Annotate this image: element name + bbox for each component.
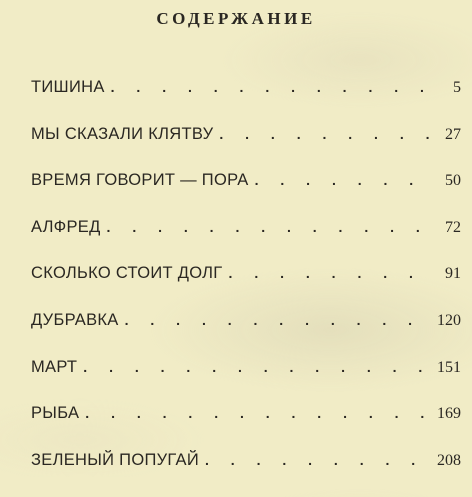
entry-page-number: 151 <box>437 358 461 376</box>
toc-entry <box>31 78 461 125</box>
toc-entry <box>31 451 461 497</box>
entry-title: АЛФРЕД <box>31 217 101 236</box>
entry-title: ТИШИНА <box>31 78 105 96</box>
entry-page-number: 91 <box>445 265 461 283</box>
toc-entry <box>31 218 461 265</box>
dot-leader <box>205 452 429 468</box>
entry-page-number: 120 <box>437 311 461 329</box>
entry-page-number: 5 <box>453 79 461 96</box>
dot-leader <box>229 265 429 281</box>
toc-entry <box>31 311 461 358</box>
entry-title: ЗЕЛЕНЫЙ ПОПУГАЙ <box>31 450 200 469</box>
toc-entry <box>31 264 461 311</box>
entry-title: МАРТ <box>31 357 78 376</box>
entry-title: РЫБА <box>31 404 80 423</box>
dot-leader <box>107 219 429 235</box>
dot-leader <box>111 79 429 95</box>
toc-entry <box>31 358 461 405</box>
entry-page-number: 208 <box>437 451 461 469</box>
dot-leader <box>219 126 429 142</box>
dot-leader <box>83 359 429 375</box>
toc-entry <box>31 404 461 451</box>
dot-leader <box>125 312 429 328</box>
entry-page-number: 72 <box>445 218 461 236</box>
contents-heading: СОДЕРЖАНИЕ <box>156 9 316 28</box>
dot-leader <box>85 405 429 421</box>
toc-entry <box>31 125 461 172</box>
table-of-contents <box>31 78 461 497</box>
toc-entry <box>31 171 461 218</box>
dot-leader <box>255 172 429 188</box>
entry-page-number: 27 <box>445 125 461 143</box>
entry-page-number: 169 <box>437 405 461 423</box>
entry-title: МЫ СКАЗАЛИ КЛЯТВУ <box>31 124 214 143</box>
entry-title: ДУБРАВКА <box>31 310 119 329</box>
entry-page-number: 50 <box>445 172 461 190</box>
entry-title: СКОЛЬКО СТОИТ ДОЛГ <box>31 264 223 283</box>
entry-title: ВРЕМЯ ГОВОРИТ — ПОРА <box>31 171 249 190</box>
